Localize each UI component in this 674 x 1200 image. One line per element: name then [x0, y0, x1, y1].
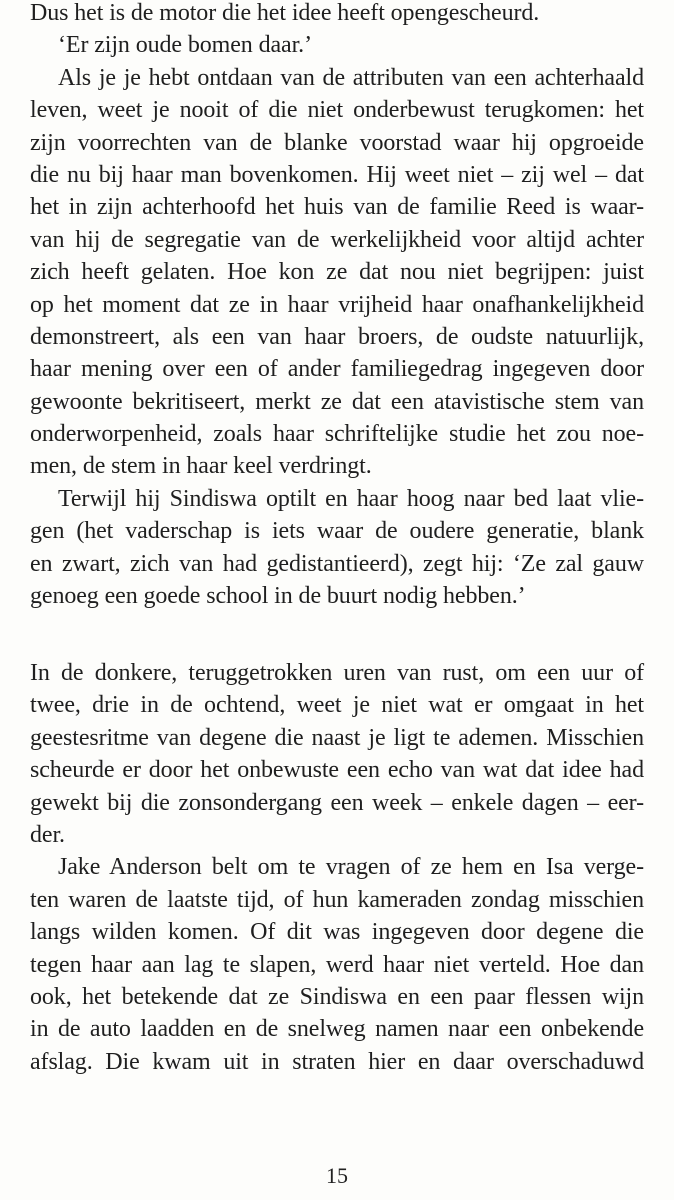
text-line: demonstreert, als een van haar broers, de oudste natuurlijk,: [30, 323, 644, 350]
text-line: Jake Anderson belt om te vragen of ze hem en Isa verge-: [58, 854, 644, 881]
text-line: ‘Er zijn oude bomen daar.’: [58, 32, 312, 59]
text-line: en zwart, zich van had gedistantieerd), zegt hij: ‘Ze zal gauw: [30, 550, 644, 577]
page-number: 15: [326, 1163, 348, 1188]
text-line: Als je je hebt ontdaan van de attributen van een achterhaald: [58, 64, 644, 91]
text-line: genoeg een goede school in de buurt nodig hebben.’: [30, 583, 526, 610]
text-line: tegen haar aan lag te slapen, werd haar niet verteld. Hoe dan: [30, 951, 644, 978]
text-line: op het moment dat ze in haar vrijheid haar onafhankelijkheid: [30, 291, 644, 318]
text-line: twee, drie in de ochtend, weet je niet wat er omgaat in het: [30, 692, 644, 719]
text-line: die nu bij haar man bovenkomen. Hij weet niet – zij wel – dat: [30, 161, 644, 188]
text-line: haar mening over een of ander familiegedrag ingegeven door: [30, 356, 644, 383]
text-line: Dus het is de motor die het idee heeft opengescheurd.: [30, 0, 540, 26]
text-line: gewoonte bekritiseert, merkt ze dat een atavistische stem van: [30, 388, 644, 415]
text-line: men, de stem in haar keel verdringt.: [30, 453, 372, 480]
text-line: het in zijn achterhoofd het huis van de familie Reed is waar-: [30, 194, 644, 221]
text-line: In de donkere, teruggetrokken uren van rust, om een uur of: [30, 660, 644, 686]
text-section-two: [30, 657, 644, 1078]
text-line: onderworpenheid, zoals haar schriftelijke studie het zou noe-: [30, 421, 644, 448]
text-line: van hij de segregatie van de werkelijkheid voor altijd achter: [30, 226, 644, 253]
text-line: geestesritme van degene die naast je ligt te ademen. Misschien: [30, 724, 644, 751]
text-line: in de auto laadden en de snelweg namen naar een onbekende: [30, 1016, 644, 1043]
text-line: Terwijl hij Sindiswa optilt en haar hoog naar bed laat vlie-: [58, 485, 644, 512]
text-line: leven, weet je nooit of die niet onderbewust terugkomen: het: [30, 97, 644, 124]
text-section-one: [30, 0, 644, 612]
text-line: zijn voorrechten van de blanke voorstad waar hij opgroeide: [30, 129, 644, 156]
text-line: gen (het vaderschap is iets waar de oudere generatie, blank: [30, 518, 644, 545]
text-line: scheurde er door het onbewuste een echo van wat dat idee had: [30, 757, 644, 784]
text-line: afslag. Die kwam uit in straten hier en daar overschaduwd: [30, 1048, 644, 1075]
text-line: der.: [30, 821, 65, 848]
text-line: gewekt bij die zonsondergang een week – enkele dagen – eer-: [30, 789, 644, 816]
text-line: langs wilden komen. Of dit was ingegeven door degene die: [30, 919, 644, 946]
text-line: ook, het betekende dat ze Sindiswa en een paar flessen wijn: [30, 983, 644, 1010]
text-line: ten waren de laatste tijd, of hun kameraden zondag misschien: [30, 886, 644, 913]
text-line: zich heeft gelaten. Hoe kon ze dat nou niet begrijpen: juist: [30, 259, 644, 286]
